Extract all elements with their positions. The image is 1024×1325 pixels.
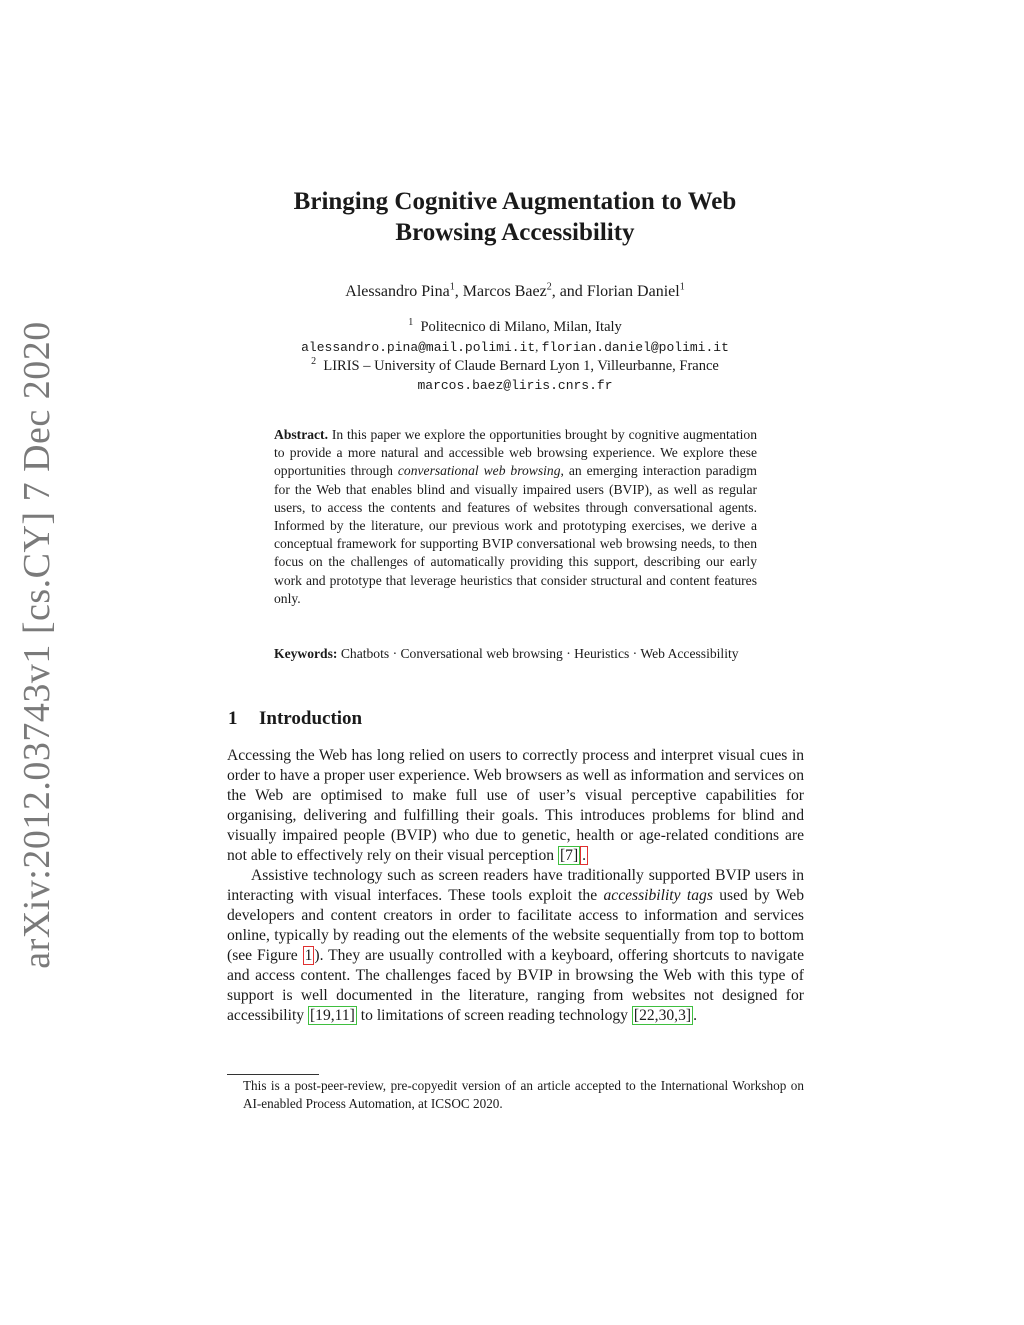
paragraph-text: used by Web developers and content creators in order to facilitate access to information and services online, typically by reading out the elements of the website sequentially from top to bottom (see Figure xyxy=(227,887,804,964)
affiliation-sup: 1 xyxy=(408,317,414,329)
citation-link[interactable]: [22,30,3] xyxy=(633,1007,692,1024)
keywords-label: Keywords: xyxy=(274,646,338,661)
paragraph-end: . xyxy=(693,1007,697,1024)
citation-link[interactable]: [7] xyxy=(559,847,579,864)
author-list xyxy=(230,283,800,301)
author-affil-sup: 1 xyxy=(449,281,455,293)
arxiv-stamp xyxy=(12,321,62,969)
author-affil-sup: 2 xyxy=(546,281,552,293)
affiliation-sup: 2 xyxy=(311,356,317,368)
author-name: Florian Daniel xyxy=(586,283,680,300)
affiliation-name: LIRIS – University of Claude Bernard Lyon 1, Villeurbanne, France xyxy=(323,358,719,374)
affiliation-1-emails xyxy=(230,337,800,357)
section-heading xyxy=(228,708,362,730)
affiliations xyxy=(230,318,800,395)
affiliation-2-emails xyxy=(230,376,800,395)
arxiv-stamp-text: arXiv:2012.03743v1 [cs.CY] 7 Dec 2020 xyxy=(16,321,59,969)
affiliation-1 xyxy=(230,318,800,337)
paragraph-text: ). They are usually controlled with a keyboard, offering shortcuts to navigate and access content. The challenges faced by BVIP in browsing the Web with this type of support is well documented in the literature, ranging from websites not designed for accessibility xyxy=(227,947,804,1024)
keywords xyxy=(274,645,757,663)
paragraph-end: . xyxy=(582,847,587,864)
title-line-2: Browsing Accessibility xyxy=(395,219,635,246)
paragraph-text: Accessing the Web has long relied on users to correctly process and interpret visual cues in order to have a proper user experience. Web browsers as well as information and services on the Web are optimised to make full use of user’s visual perceptive capabilities for organising, delivering and fulfilling their goals. This introduces problems for blind and visually impaired people (BVIP) who due to genetic, health or age-related conditions are not able to effectively rely on their visual perception xyxy=(227,747,804,864)
affiliation-name: Politecnico di Milano, Milan, Italy xyxy=(420,319,622,335)
keywords-text: Chatbots · Conversational web browsing · Heuristics · Web Accessibility xyxy=(337,646,739,661)
author-separator: , and xyxy=(551,283,587,300)
email-link[interactable]: marcos.baez@liris.cnrs.fr xyxy=(417,378,613,393)
abstract-text: In this paper we explore the opportunities brought by cognitive augmentation to provide a more natural and accessible web browsing experience. We explore these opportunities through xyxy=(274,427,757,479)
paragraph-emphasis: accessibility tags xyxy=(603,887,713,904)
author-name: Marcos Baez xyxy=(462,283,547,300)
section-body xyxy=(227,746,804,1026)
footnote-rule xyxy=(227,1074,319,1075)
abstract-text: , an emerging interaction paradigm for the Web that enables blind and visually impaired users (BVIP), as well as regular users, to access the contents and features of websites through conversational agents. Informed by the literature, our previous work and prototyping exercises, we derive a conceptual framework for supporting BVIP conversational web browsing needs, to then focus on the challenges of automatically providing this support, describing our early work and prototype that leverage heuristics that consider structural and content features only. xyxy=(274,463,758,606)
figure-ref-link[interactable]: 1 xyxy=(304,947,313,964)
author-separator: , xyxy=(454,283,463,300)
footnote: This is a post-peer-review, pre-copyedit version of an article accepted to the International Workshop on AI-enabled Process Automation, at ICSOC 2020. xyxy=(243,1078,804,1111)
affiliation-2 xyxy=(230,357,800,376)
abstract xyxy=(274,426,757,608)
email-link[interactable]: florian.daniel@polimi.it xyxy=(541,340,729,355)
abstract-emphasis: conversational web browsing xyxy=(397,463,561,479)
paper-title xyxy=(230,186,800,248)
paragraph xyxy=(227,866,804,1026)
section-number: 1 xyxy=(228,708,238,729)
title-line-1: Bringing Cognitive Augmentation to Web xyxy=(293,188,737,215)
email-separator: , xyxy=(535,339,542,354)
author-name: Alessandro Pina xyxy=(345,283,450,300)
abstract-label: Abstract. xyxy=(274,427,328,442)
email-link[interactable]: alessandro.pina@mail.polimi.it xyxy=(301,340,536,355)
paragraph-text: Assistive technology such as screen readers have traditionally supported BVIP users in interacting with visual interfaces. These tools exploit the xyxy=(227,867,804,904)
author-affil-sup: 1 xyxy=(679,281,685,293)
paragraph-text: to limitations of screen reading technology xyxy=(356,1007,632,1024)
paragraph xyxy=(227,746,804,866)
citation-link[interactable]: [19,11] xyxy=(309,1007,355,1024)
section-title: Introduction xyxy=(259,708,363,729)
